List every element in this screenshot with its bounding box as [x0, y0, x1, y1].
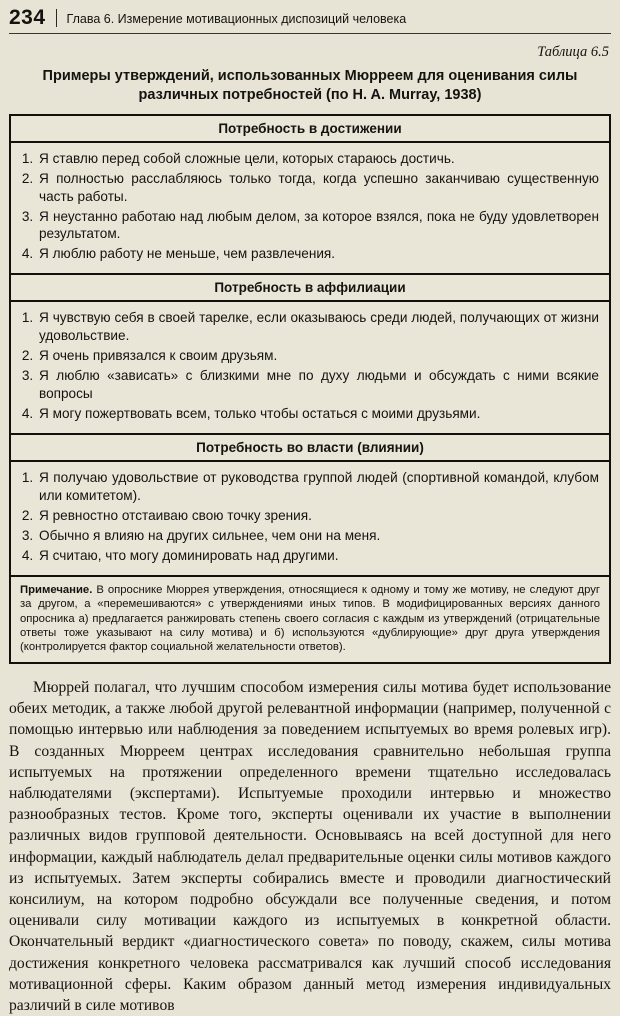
table-title: Примеры утверждений, использованных Мюрреем для оценивания силы различных потребностей (по H. A. Murray, 1938) — [42, 68, 578, 103]
statements-table — [9, 114, 611, 664]
page-header — [9, 4, 611, 33]
section-achievement-header: Потребность в достижении — [11, 116, 609, 143]
table-note — [11, 575, 609, 662]
statement-item: 2. Я очень привязался к своим друзьям. — [37, 347, 599, 365]
statement-item: 1. Я получаю удовольствие от руководства группой людей (спортивной командой, клубом или комитетом). — [37, 469, 599, 505]
statement-item: 2. Я полностью расслабляюсь только тогда, когда успешно заканчиваю существенную часть работы. — [37, 170, 599, 206]
table-caption: Таблица 6.5 — [537, 44, 609, 60]
statement-item: 4. Я люблю работу не меньше, чем развлечения. — [37, 245, 599, 263]
statement-item: 4. Я могу пожертвовать всем, только чтобы остаться с моими друзьями. — [37, 405, 599, 423]
header-rule — [9, 33, 611, 34]
body-paragraph: Мюррей полагал, что лучшим способом измерения силы мотива будет использование обеих методик, а также любой другой релевантной информации (например, полученной с помощью интервью или наблюдения за поведением испытуемых во время ролевых игр). В созданных Мюрреем центрах исследования сравнительно небольшая группа испытуемых на протяжении определенного времени тщательно исследовалась наблюдателями (экспертами). Испытуемые проходили интервью и множество разнообразных тестов. Кроме того, эксперты оценивали их участие в выполнении различных видов групповой деятельности. Основываясь на всей доступной для него информации, каждый наблюдатель делал предварительные оценки силы мотивов каждого из испытуемых. Затем эксперты собирались вместе и проводили диагностический консилиум, на котором подробно обсуждали все полученные сведения, и потом оценивали силу мотивации каждого из испытуемых в конкретной области. Окончательный вердикт «диагностического совета» по поводу, скажем, силы мотива достижения конкретного человека рассматривался как лучший способ исследования мотивационной сферы. Каким образом данный метод измерения индивидуальных различий в силе мотивов — [9, 678, 611, 1014]
statement-item: 3. Я неустанно работаю над любым делом, за которое взялся, пока не буду удовлетворен результатом. — [37, 208, 599, 244]
statement-item: 2. Я ревностно отстаиваю свою точку зрения. — [37, 507, 599, 525]
note-label: Примечание. — [20, 583, 93, 596]
section-power-list — [11, 462, 609, 575]
chapter-title: Глава 6. Измерение мотивационных диспозиций человека — [66, 12, 407, 26]
note-text: В опроснике Мюррея утверждения, относящиеся к одному и тому же мотиву, не следуют друг за другом, а «перемешиваются» с утверждениями иных типов. В модифицированных версиях данного опросника а) предлагается ранжировать степень своего согласия с каждым из утверждений (отрицательные ответы тоже указывают на силу мотива) и б) используются «дублирующие» друг друга утверждения (контролируется фактор социальной желательности ответов). — [20, 583, 600, 654]
statement-item: 4. Я считаю, что могу доминировать над другими. — [37, 547, 599, 565]
page-number: 234 — [9, 6, 46, 29]
statement-item: 1. Я чувствую себя в своей тарелке, если оказываюсь среди людей, получающих от жизни удовольствие. — [37, 309, 599, 345]
header-divider — [56, 9, 57, 27]
section-affiliation-header: Потребность в аффилиации — [11, 273, 609, 302]
statement-item: 1. Я ставлю перед собой сложные цели, которых стараюсь достичь. — [37, 150, 599, 168]
section-achievement-list — [11, 143, 609, 274]
statement-item: 3. Я люблю «зависать» с близкими мне по духу людьми и обсуждать с ними всякие вопросы — [37, 367, 599, 403]
statement-item: 3. Обычно я влияю на других сильнее, чем они на меня. — [37, 527, 599, 545]
section-affiliation-list — [11, 302, 609, 433]
section-power-header: Потребность во власти (влиянии) — [11, 433, 609, 462]
